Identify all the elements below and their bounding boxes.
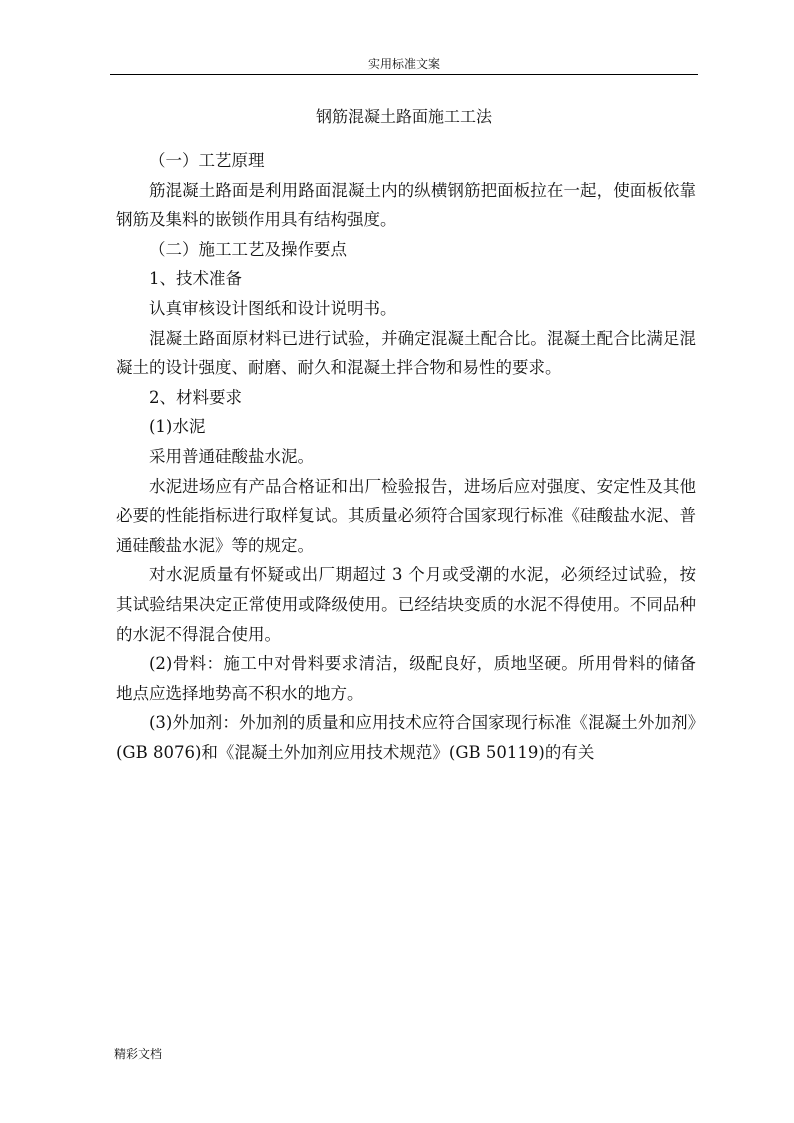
paragraph: 筋混凝土路面是利用路面混凝土内的纵横钢筋把面板拉在一起，使面板依靠钢筋及集料的嵌锁作用具有结构强度。	[116, 180, 696, 230]
paragraph: 混凝土路面原材料已进行试验，并确定混凝土配合比。混凝土配合比满足混凝土的设计强度、耐磨、耐久和混凝土拌合物和易性的要求。	[116, 328, 696, 378]
page-footer	[114, 1046, 162, 1062]
paragraph: 水泥进场应有产品合格证和出厂检验报告，进场后应对强度、安定性及其他必要的性能指标进行取样复试。其质量必须符合国家现行标准《硅酸盐水泥、普通硅酸盐水泥》等的规定。	[116, 476, 696, 555]
item-heading: (1)水泥	[149, 417, 206, 437]
paragraph: 采用普通硅酸盐水泥。	[149, 446, 314, 466]
paragraph: (2)骨料：施工中对骨料要求清洁，级配良好，质地坚硬。所用骨料的储备地点应选择地势高不积水的地方。	[116, 654, 696, 703]
subsection-heading: 1、技术准备	[149, 269, 242, 289]
document-body	[116, 146, 696, 767]
paragraph: 认真审核设计图纸和设计说明书。	[149, 298, 397, 318]
document-title: 钢筋混凝土路面施工工法	[315, 107, 492, 126]
section-heading: （二）施工工艺及操作要点	[149, 239, 347, 259]
header-text: 实用标准文案	[367, 57, 440, 71]
paragraph: (3)外加剂：外加剂的质量和应用技术应符合国家现行标准《混凝土外加剂》(GB 8076)和《混凝土外加剂应用技术规范》(GB 50119)的有关	[116, 713, 696, 762]
paragraph: 对水泥质量有怀疑或出厂期超过 3 个月或受潮的水泥，必须经过试验，按其试验结果决定正常使用或降级使用。已经结块变质的水泥不得使用。不同品种的水泥不得混合使用。	[116, 565, 696, 644]
subsection-heading: 2、材料要求	[149, 387, 242, 407]
footer-text: 精彩文档	[114, 1047, 163, 1061]
section-heading: （一）工艺原理	[149, 151, 265, 170]
page-header	[110, 56, 698, 75]
